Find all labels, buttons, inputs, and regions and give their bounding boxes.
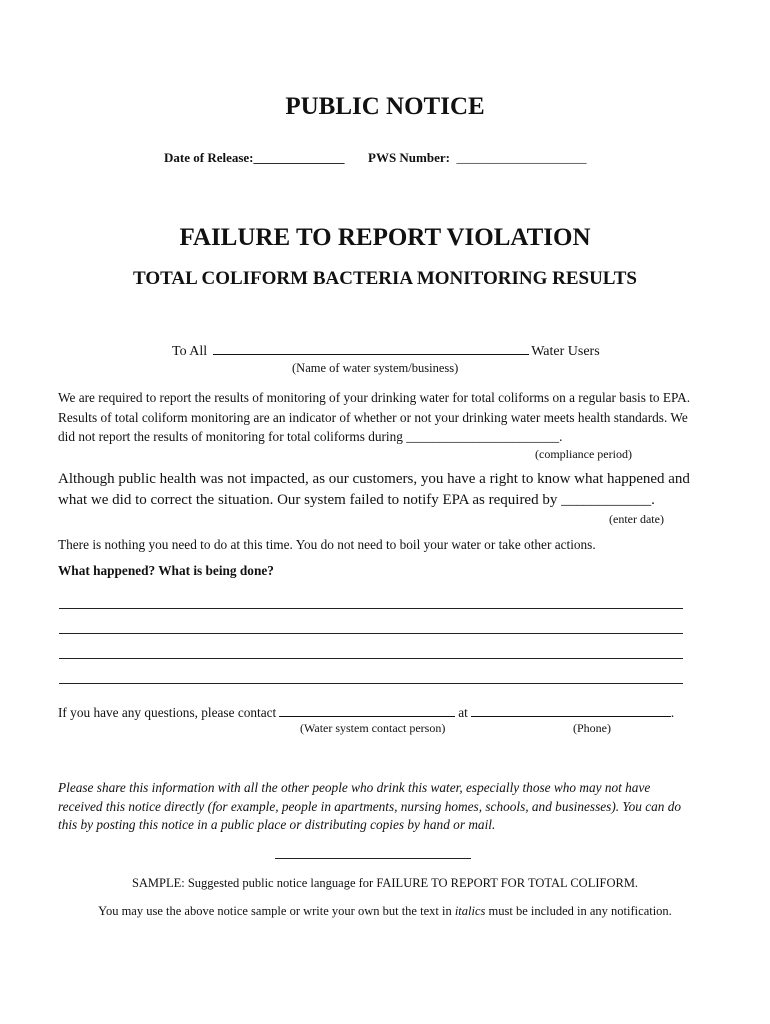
addressee-prefix: To All: [172, 344, 208, 359]
usage-note-italics: italics: [454, 904, 486, 918]
phone-blank-extension: [559, 704, 671, 717]
water-system-name-hint: (Name of water system/business): [292, 361, 459, 375]
enter-date-hint: (enter date): [609, 512, 664, 526]
contact-at: at: [458, 705, 468, 720]
usage-note-end: must be included in any notification.: [485, 904, 672, 918]
phone-blank: [471, 704, 559, 717]
monitoring-paragraph: We are required to report the results of monitoring of your drinking water for total coliforms on a regular basis to EPA. Results of total coliform monitoring are an indicator of whether or not your drinking water meets health standards. We did not report the results of monitoring for total coliforms during _______________________.: [58, 390, 691, 444]
addressee-suffix: Water Users: [531, 344, 600, 359]
answer-line: [59, 608, 683, 609]
release-date-label: Date of Release:: [164, 150, 254, 165]
release-date-line: [164, 150, 345, 166]
pws-number-label: PWS Number:: [368, 150, 450, 165]
answer-line: [59, 633, 683, 634]
addressee-line: [172, 342, 600, 360]
what-happened-heading: What happened? What is being done?: [58, 563, 274, 578]
contact-line: [58, 704, 674, 721]
violation-subheading: TOTAL COLIFORM BACTERIA MONITORING RESULTS: [133, 268, 637, 289]
sample-caption: SAMPLE: Suggested public notice language for FAILURE TO REPORT FOR TOTAL COLIFORM.: [131, 876, 639, 890]
contact-person-blank: [279, 704, 455, 717]
violation-heading: FAILURE TO REPORT VIOLATION: [179, 224, 591, 251]
phone-hint: (Phone): [573, 721, 611, 735]
usage-note-start: You may use the above notice sample or write your own but the text in: [98, 904, 455, 918]
no-action-paragraph: There is nothing you need to do at this time. You do not need to boil your water or take other actions.: [58, 537, 596, 552]
pws-number-blank: ____________________: [456, 150, 587, 165]
answer-line: [59, 683, 683, 684]
usage-note: [0, 904, 770, 919]
compliance-period-hint: (compliance period): [535, 447, 632, 461]
contact-person-hint: (Water system contact person): [300, 721, 446, 735]
water-system-name-blank: [213, 342, 529, 355]
separator-line: [275, 858, 471, 859]
release-date-blank: ______________: [253, 150, 345, 165]
answer-line: [59, 658, 683, 659]
pws-number-line: [368, 150, 586, 166]
contact-prefix: If you have any questions, please contact: [58, 705, 277, 720]
share-notice-paragraph: Please share this information with all the other people who drink this water, especially those who may not have received this notice directly (for example, people in apartments, nursing homes, schools, and businesses). You can do this by posting this notice in a public place or distributing copies by hand or mail.: [58, 780, 682, 832]
contact-end: .: [670, 705, 675, 720]
page-title: PUBLIC NOTICE: [285, 93, 485, 120]
public-health-paragraph: Although public health was not impacted, as our customers, you have a right to know what happened and what we did to correct the situation. Our system failed to notify EPA as required by ____________.: [58, 471, 690, 508]
